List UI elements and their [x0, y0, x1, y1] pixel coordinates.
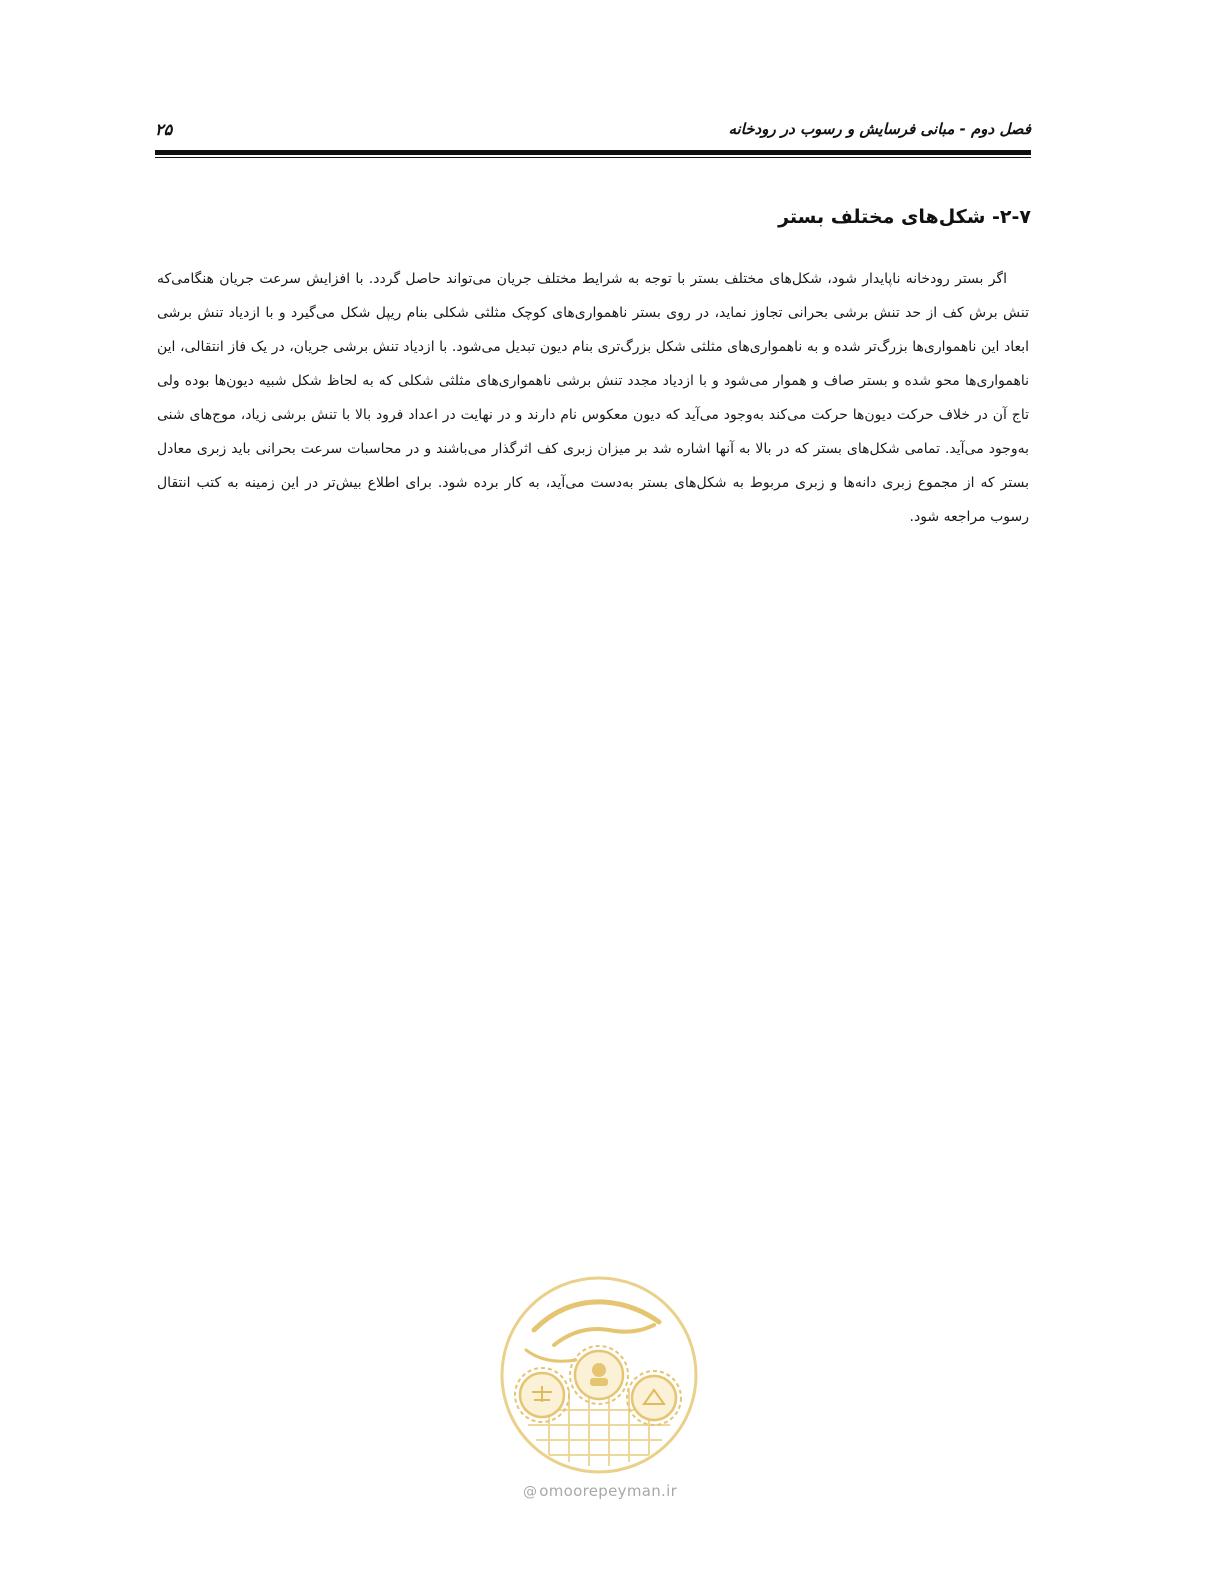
logo-emblem-icon — [494, 1270, 704, 1480]
watermark-url-text: omoorepeyman.ir — [539, 1482, 678, 1500]
page-number: ۲۵ — [155, 120, 173, 139]
watermark-url — [500, 1482, 700, 1500]
header-rule-thick — [155, 150, 1031, 155]
at-icon: @ — [522, 1484, 538, 1500]
header-rule-thin — [155, 157, 1031, 158]
chapter-title: فصل دوم - مبانی فرسایش و رسوب در رودخانه — [728, 120, 1031, 138]
watermark-logo — [494, 1270, 704, 1480]
body-paragraph: اگر بستر رودخانه ناپایدار شود، شکل‌های مختلف بستر با توجه به شرایط مختلف جریان می‌تواند حاصل گردد. با افزایش سرعت جریان هنگامی‌که تنش برش کف از حد تنش برشی بحرانی تجاوز نماید، در روی بستر ناهمواری‌های کوچک مثلثی شکلی بنام ریپل شکل می‌گیرد و با ازدیاد تنش برشی ابعاد این ناهمواری‌ها بزرگ‌تر شده و به ناهمواری‌های مثلثی شکل بزرگ‌تری بنام دیون تبدیل می‌شود. با ازدیاد تنش برشی جریان، در یک فاز انتقالی، این ناهمواری‌ها محو شده و بستر صاف و هموار می‌شود و با ازدیاد مجدد تنش برشی ناهمواری‌های مثلثی شکلی که به لحاظ شکل شبیه دیون‌ها بوده ولی تاج آن در خلاف حرکت دیون‌ها حرکت می‌کند به‌وجود می‌آید که دیون معکوس نام دارند و در نهایت در اعداد فرود بالا با تنش برشی زیاد، موج‌های شنی به‌وجود می‌آید. تمامی شکل‌های بستر که در بالا به آنها اشاره شد بر میزان زبری کف اثرگذار می‌باشند و در محاسبات سرعت بحرانی باید زبری معادل بستر که از مجموع زبری دانه‌ها و زبری مربوط به شکل‌های بستر به‌دست می‌آید، به کار برده شود. برای اطلاع بیش‌تر در این زمینه به کتب انتقال رسوب مراجعه شود. — [157, 271, 1029, 525]
running-header — [155, 118, 1031, 146]
section-heading: ۲-۷- شکل‌های مختلف بستر — [778, 206, 1031, 228]
